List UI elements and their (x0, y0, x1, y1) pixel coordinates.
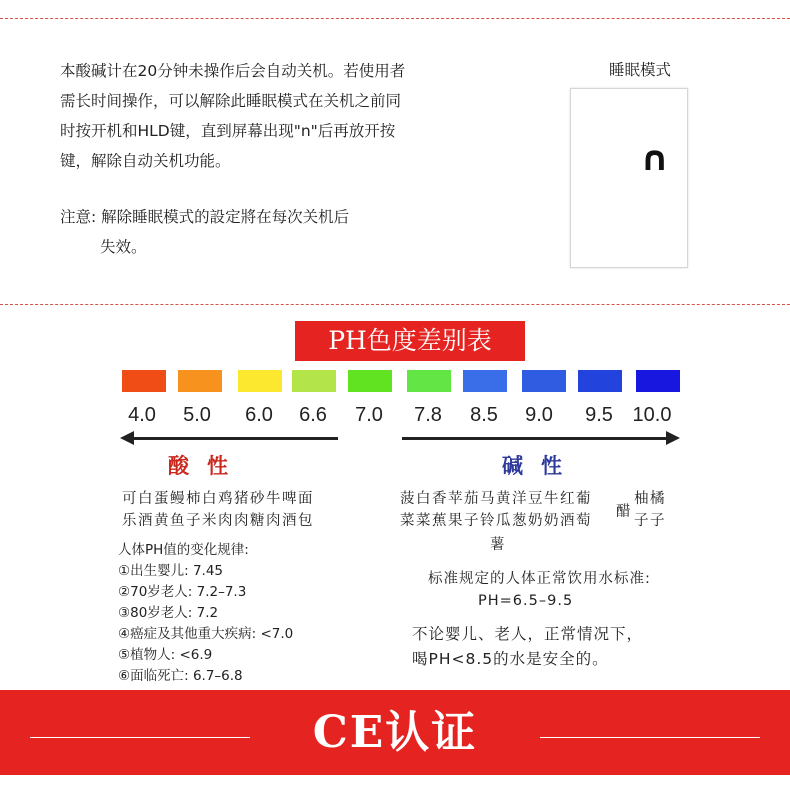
acid-label: 酸性 (168, 454, 246, 478)
base-foods-row: 菜菜蕉果子铃瓜葱奶奶酒萄 (400, 513, 592, 529)
standard-ph-range: PH=6.5–9.5 (478, 593, 574, 609)
ph-tick-label: 6.0 (245, 404, 273, 426)
top-dashed-divider (0, 18, 790, 19)
base-foods-tail (634, 488, 666, 532)
sleep-mode-label: 睡眠模式 (608, 61, 671, 79)
body-ph-rules (118, 540, 293, 687)
safety-note (412, 622, 643, 672)
rules-item: ②70岁老人: 7.2–7.3 (118, 584, 247, 600)
note-line: 注意: 解除睡眠模式的設定將在每次关机后 (60, 208, 350, 226)
safety-line: 喝PH<8.5的水是安全的。 (412, 650, 609, 668)
rules-item: ④癌症及其他重大疾病: <7.0 (118, 626, 294, 642)
ph-swatch (348, 370, 392, 392)
water-standard (428, 568, 651, 612)
ce-title: CE认证 (312, 707, 478, 758)
base-arrow-head (666, 431, 680, 445)
ph-tick-label: 8.5 (470, 404, 498, 426)
ph-swatch (522, 370, 566, 392)
base-foods-tail-row: 子子 (634, 513, 666, 529)
base-foods-row: 菠白香苹茄马黄洋豆牛红葡 (400, 491, 592, 507)
intro-line: 时按开机和HLD键，直到屏幕出现"n"后再放开按 (60, 122, 396, 140)
ph-tick-label: 6.6 (299, 404, 327, 426)
ph-swatch (463, 370, 507, 392)
intro-line: 本酸碱计在20分钟未操作后会自动关机。若使用者 (60, 62, 406, 80)
base-arrow-line (402, 437, 668, 440)
ph-chart-title: PH色度差别表 (295, 321, 525, 361)
rules-item: ①出生婴儿: 7.45 (118, 563, 224, 579)
standard-line: 标准规定的人体正常饮用水标准: (428, 571, 651, 587)
base-foods-row: 薯 (490, 537, 506, 553)
ph-tick-label: 9.0 (525, 404, 553, 426)
ph-swatch (292, 370, 336, 392)
intro-line: 需长时间操作，可以解除此睡眠模式在关机之前同 (60, 92, 402, 110)
ph-tick-label: 10.0 (632, 404, 672, 426)
acid-foods-row: 乐酒黄鱼子米肉肉糖肉酒包 (122, 513, 314, 529)
ph-tick-label: 4.0 (128, 404, 156, 426)
acid-foods-list (122, 488, 314, 532)
ph-swatch (238, 370, 282, 392)
ph-swatch (407, 370, 451, 392)
acid-foods-row: 可白蛋鳗柿白鸡猪砂牛啤面 (122, 491, 314, 507)
middle-dashed-divider (0, 304, 790, 305)
ph-swatch (178, 370, 222, 392)
ph-swatch (636, 370, 680, 392)
rules-item: ⑥面临死亡: 6.7–6.8 (118, 668, 243, 684)
intro-paragraph (60, 56, 480, 176)
rules-item: ③80岁老人: 7.2 (118, 605, 219, 621)
acid-arrow-line (132, 437, 338, 440)
base-label: 碱性 (502, 454, 580, 478)
ph-swatch (122, 370, 166, 392)
ph-tick-label: 5.0 (183, 404, 211, 426)
base-foods-tail-row: 柚橘 (634, 491, 666, 507)
rules-item: ⑤植物人: <6.9 (118, 647, 213, 663)
safety-line: 不论婴儿、老人，正常情况下， (412, 625, 644, 643)
ph-swatch (578, 370, 622, 392)
ph-tick-label: 7.8 (414, 404, 442, 426)
lcd-n-character: ∩ (640, 139, 670, 179)
ph-tick-label: 7.0 (355, 404, 383, 426)
rules-title: 人体PH值的变化规律: (118, 542, 249, 558)
note-paragraph (60, 202, 480, 262)
base-foods-list (400, 488, 592, 532)
ph-tick-label: 9.5 (585, 404, 613, 426)
vinegar-label: 醋 (616, 504, 631, 520)
note-line: 失效。 (100, 238, 147, 256)
intro-line: 键，解除自动关机功能。 (60, 152, 231, 170)
lcd-display (570, 88, 688, 268)
